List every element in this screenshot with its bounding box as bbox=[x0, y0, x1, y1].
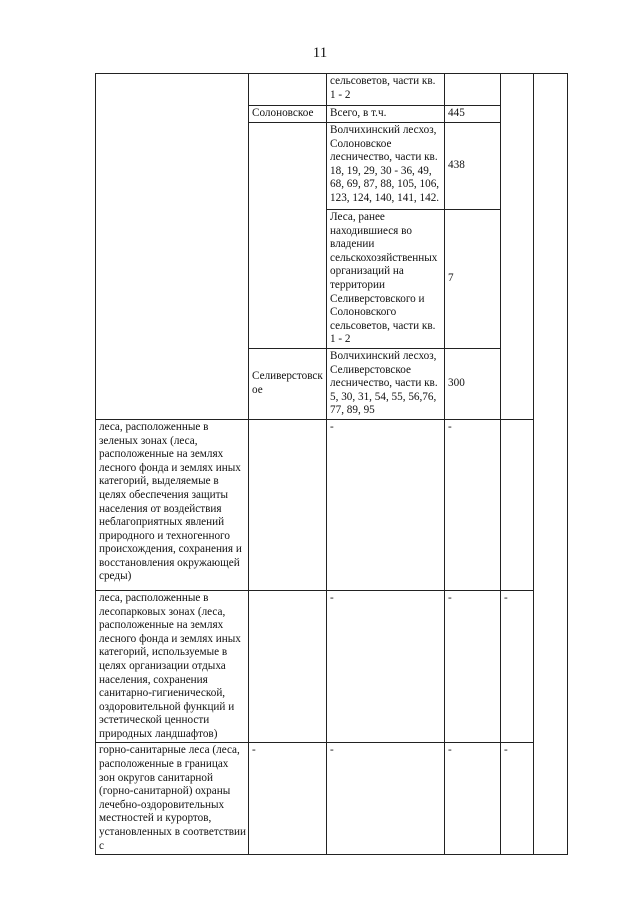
table-cell-district bbox=[249, 74, 327, 106]
table-cell-area: - bbox=[445, 419, 501, 590]
table-cell-district bbox=[249, 123, 327, 349]
table-cell-district bbox=[249, 590, 327, 743]
table-cell-category: горно-санитарные леса (леса, расположенные в границах зон округов санитарной (горно-санитарной) охраны лечебно-оздоровительных местностей и курортов, установленных в соответствии с bbox=[96, 743, 249, 855]
table-cell-empty bbox=[534, 74, 568, 855]
table-cell-area: 7 bbox=[445, 210, 501, 349]
table-row bbox=[96, 419, 568, 590]
table-cell-location: - bbox=[327, 419, 445, 590]
table-cell-category bbox=[96, 74, 249, 420]
table-cell-extra: - bbox=[501, 590, 534, 743]
table-row bbox=[96, 743, 568, 855]
table-row bbox=[96, 74, 568, 106]
table-cell-category: леса, расположенные в зеленых зонах (леса, расположенные на землях лесного фонда и землях иных категорий, выделяемые в целях обеспечения защиты населения от воздействия неблагоприятных явлений природного и техногенного происхождения, сохранения и восстановления окружающей среды) bbox=[96, 419, 249, 590]
table-cell-location: Леса, ранее находившиеся во владении сельскохозяйственных организаций на территории Селиверстовского и Солоновского сельсоветов, части кв. 1 - 2 bbox=[327, 210, 445, 349]
table-cell-area: - bbox=[445, 590, 501, 743]
table-cell-location: - bbox=[327, 590, 445, 743]
table-cell-district: Солоновское bbox=[249, 106, 327, 123]
table-cell-area bbox=[445, 74, 501, 106]
table-cell-area: - bbox=[445, 743, 501, 855]
table-cell-category: леса, расположенные в лесопарковых зонах (леса, расположенные на землях лесного фонда и землях иных категорий, используемые в целях организации отдыха населения, сохранения санитарно-гигиенической, оздоровительной функций и эстетической ценности природных ландшафтов) bbox=[96, 590, 249, 743]
forest-table bbox=[95, 73, 568, 855]
table-cell-district bbox=[249, 419, 327, 590]
page-number: 11 bbox=[312, 45, 328, 61]
table-cell-location: сельсоветов, части кв. 1 - 2 bbox=[327, 74, 445, 106]
table-cell-empty bbox=[501, 74, 534, 420]
table-cell-extra bbox=[501, 419, 534, 590]
table-cell-location: - bbox=[327, 743, 445, 855]
table-cell-location: Волчихинский лесхоз, Солоновское лесничество, части кв. 18, 19, 29, 30 - 36, 49, 68, 69, 87, 88, 105, 106, 123, 124, 140, 141, 142. bbox=[327, 123, 445, 210]
table-row bbox=[96, 590, 568, 743]
table-cell-district: - bbox=[249, 743, 327, 855]
table-cell-district: Селиверстовское bbox=[249, 348, 327, 419]
table-cell-area: 438 bbox=[445, 123, 501, 210]
table-cell-extra: - bbox=[501, 743, 534, 855]
table-cell-area: 445 bbox=[445, 106, 501, 123]
table-cell-location: Всего, в т.ч. bbox=[327, 106, 445, 123]
table-cell-location: Волчихинский лесхоз, Селиверстовское лесничество, части кв. 5, 30, 31, 54, 55, 56,76, 77, 89, 95 bbox=[327, 348, 445, 419]
table-cell-area: 300 bbox=[445, 348, 501, 419]
